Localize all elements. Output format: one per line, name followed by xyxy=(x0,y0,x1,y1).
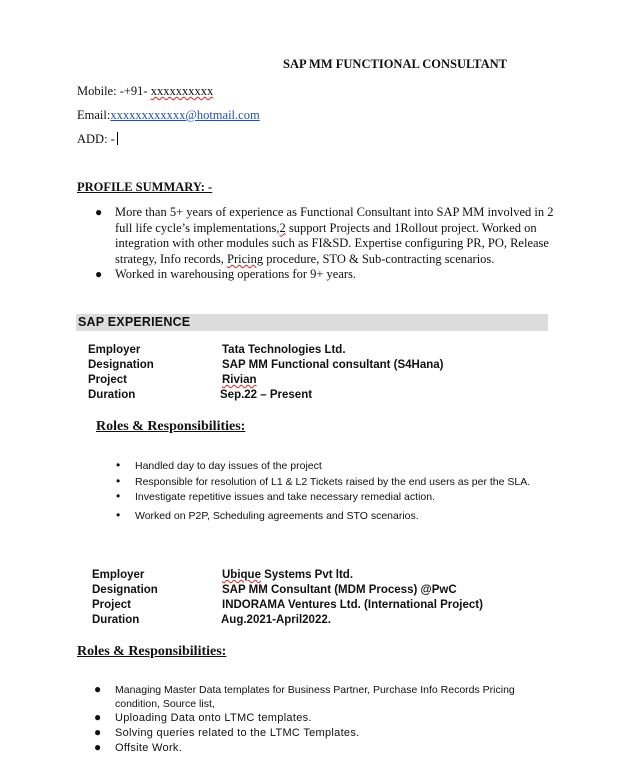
job1-duration: Sep.22 – Present xyxy=(220,389,313,401)
job2-employer-label: Employer xyxy=(92,569,145,581)
role-text: Investigate repetitive issues and take necessary remedial action. xyxy=(135,491,435,503)
job2-employer-rest: Systems Pvt ltd. xyxy=(260,569,354,581)
bullet-icon: ● xyxy=(95,267,103,282)
bullet-icon: • xyxy=(116,458,121,472)
job1-employer-label: Employer xyxy=(88,344,141,356)
mobile-value: xxxxxxxxxx xyxy=(150,84,214,98)
role-text: Handled day to day issues of the project xyxy=(135,460,322,472)
list-item xyxy=(116,459,536,474)
list-item xyxy=(116,509,536,524)
job1-duration-label: Duration xyxy=(88,389,136,401)
profile-text: procedure, STO & Sub-contracting scenarios. xyxy=(263,251,495,266)
job2-designation-label: Designation xyxy=(92,584,158,596)
job2-project-label: Project xyxy=(92,599,131,611)
profile-text: More than 5+ years of experience as Functional Consultant into SAP MM involved in 2 full life cycle’s implementations, xyxy=(115,205,554,235)
profile-text: Worked in warehousing operations for 9+ years. xyxy=(115,267,357,282)
profile-text-flagged: 2 xyxy=(279,220,286,235)
job2-project: INDORAMA Ventures Ltd. (International Project) xyxy=(222,599,483,611)
role-text: Worked on P2P, Scheduling agreements and STO scenarios. xyxy=(135,509,419,522)
list-item xyxy=(94,726,524,741)
job2-duration: Aug.2021-April2022. xyxy=(221,614,331,626)
email-line xyxy=(77,108,260,123)
list-item xyxy=(94,741,524,756)
profile-text: support Projects and 1Rollout project. Worked on integration with other modules such as FI&SD. Expertise configuring PR, PO, Release strategy, Info records, xyxy=(115,220,549,266)
role-text: Solving queries related to the LTMC Templates. xyxy=(115,726,360,739)
profile-text-flagged: Pricing xyxy=(227,251,264,266)
bullet-icon: • xyxy=(116,473,121,488)
job1-project-value: Rivian xyxy=(222,374,257,386)
address-label: ADD: - xyxy=(77,132,115,146)
job1-designation-label: Designation xyxy=(88,359,154,371)
job1-designation: SAP MM Functional consultant (S4Hana) xyxy=(222,359,444,371)
job1-project xyxy=(222,374,257,386)
job1-roles-list xyxy=(116,459,536,523)
job1-employer: Tata Technologies Ltd. xyxy=(222,344,346,356)
document-title: SAP MM FUNCTIONAL CONSULTANT xyxy=(283,57,507,71)
job1-roles-heading: Roles & Responsibilities: xyxy=(96,419,246,434)
list-item xyxy=(94,711,524,726)
list-item xyxy=(116,490,536,505)
profile-summary-list xyxy=(77,205,567,283)
bullet-icon: ● xyxy=(94,710,102,724)
profile-summary-heading: PROFILE SUMMARY: - xyxy=(77,180,213,194)
bullet-icon: ● xyxy=(94,739,102,754)
mobile-label: Mobile: -+91- xyxy=(77,84,151,98)
bullet-icon: • xyxy=(116,489,121,503)
bullet-icon: ● xyxy=(94,724,102,739)
bullet-icon: • xyxy=(116,507,121,522)
list-item xyxy=(77,267,567,283)
job2-designation: SAP MM Consultant (MDM Process) @PwC xyxy=(222,584,457,596)
role-text: Managing Master Data templates for Business Partner, Purchase Info Records Pricing condition, Source list, xyxy=(115,684,515,710)
job2-employer-first: Ubique xyxy=(222,569,261,581)
mobile-line xyxy=(77,84,213,99)
job2-roles-heading: Roles & Responsibilities: xyxy=(77,644,227,659)
role-text: Uploading Data onto LTMC templates. xyxy=(115,712,312,724)
text-cursor xyxy=(117,132,118,145)
email-label: Email: xyxy=(77,108,111,122)
email-link[interactable]: xxxxxxxxxxxx@hotmail.com xyxy=(110,108,260,122)
job2-duration-label: Duration xyxy=(92,614,140,626)
role-text: Offsite Work. xyxy=(115,741,183,754)
sap-experience-heading: SAP EXPERIENCE xyxy=(78,315,191,329)
job2-employer xyxy=(222,569,353,581)
job1-project-label: Project xyxy=(88,374,127,386)
list-item xyxy=(77,205,567,267)
list-item xyxy=(94,683,524,711)
bullet-icon: ● xyxy=(94,682,102,696)
bullet-icon: ● xyxy=(95,205,103,219)
sap-experience-bar xyxy=(76,314,548,331)
role-text: Responsible for resolution of L1 & L2 Tickets raised by the end users as per the SLA. xyxy=(135,475,531,488)
address-line xyxy=(77,132,118,147)
list-item xyxy=(116,475,536,490)
job2-roles-list xyxy=(94,683,524,755)
